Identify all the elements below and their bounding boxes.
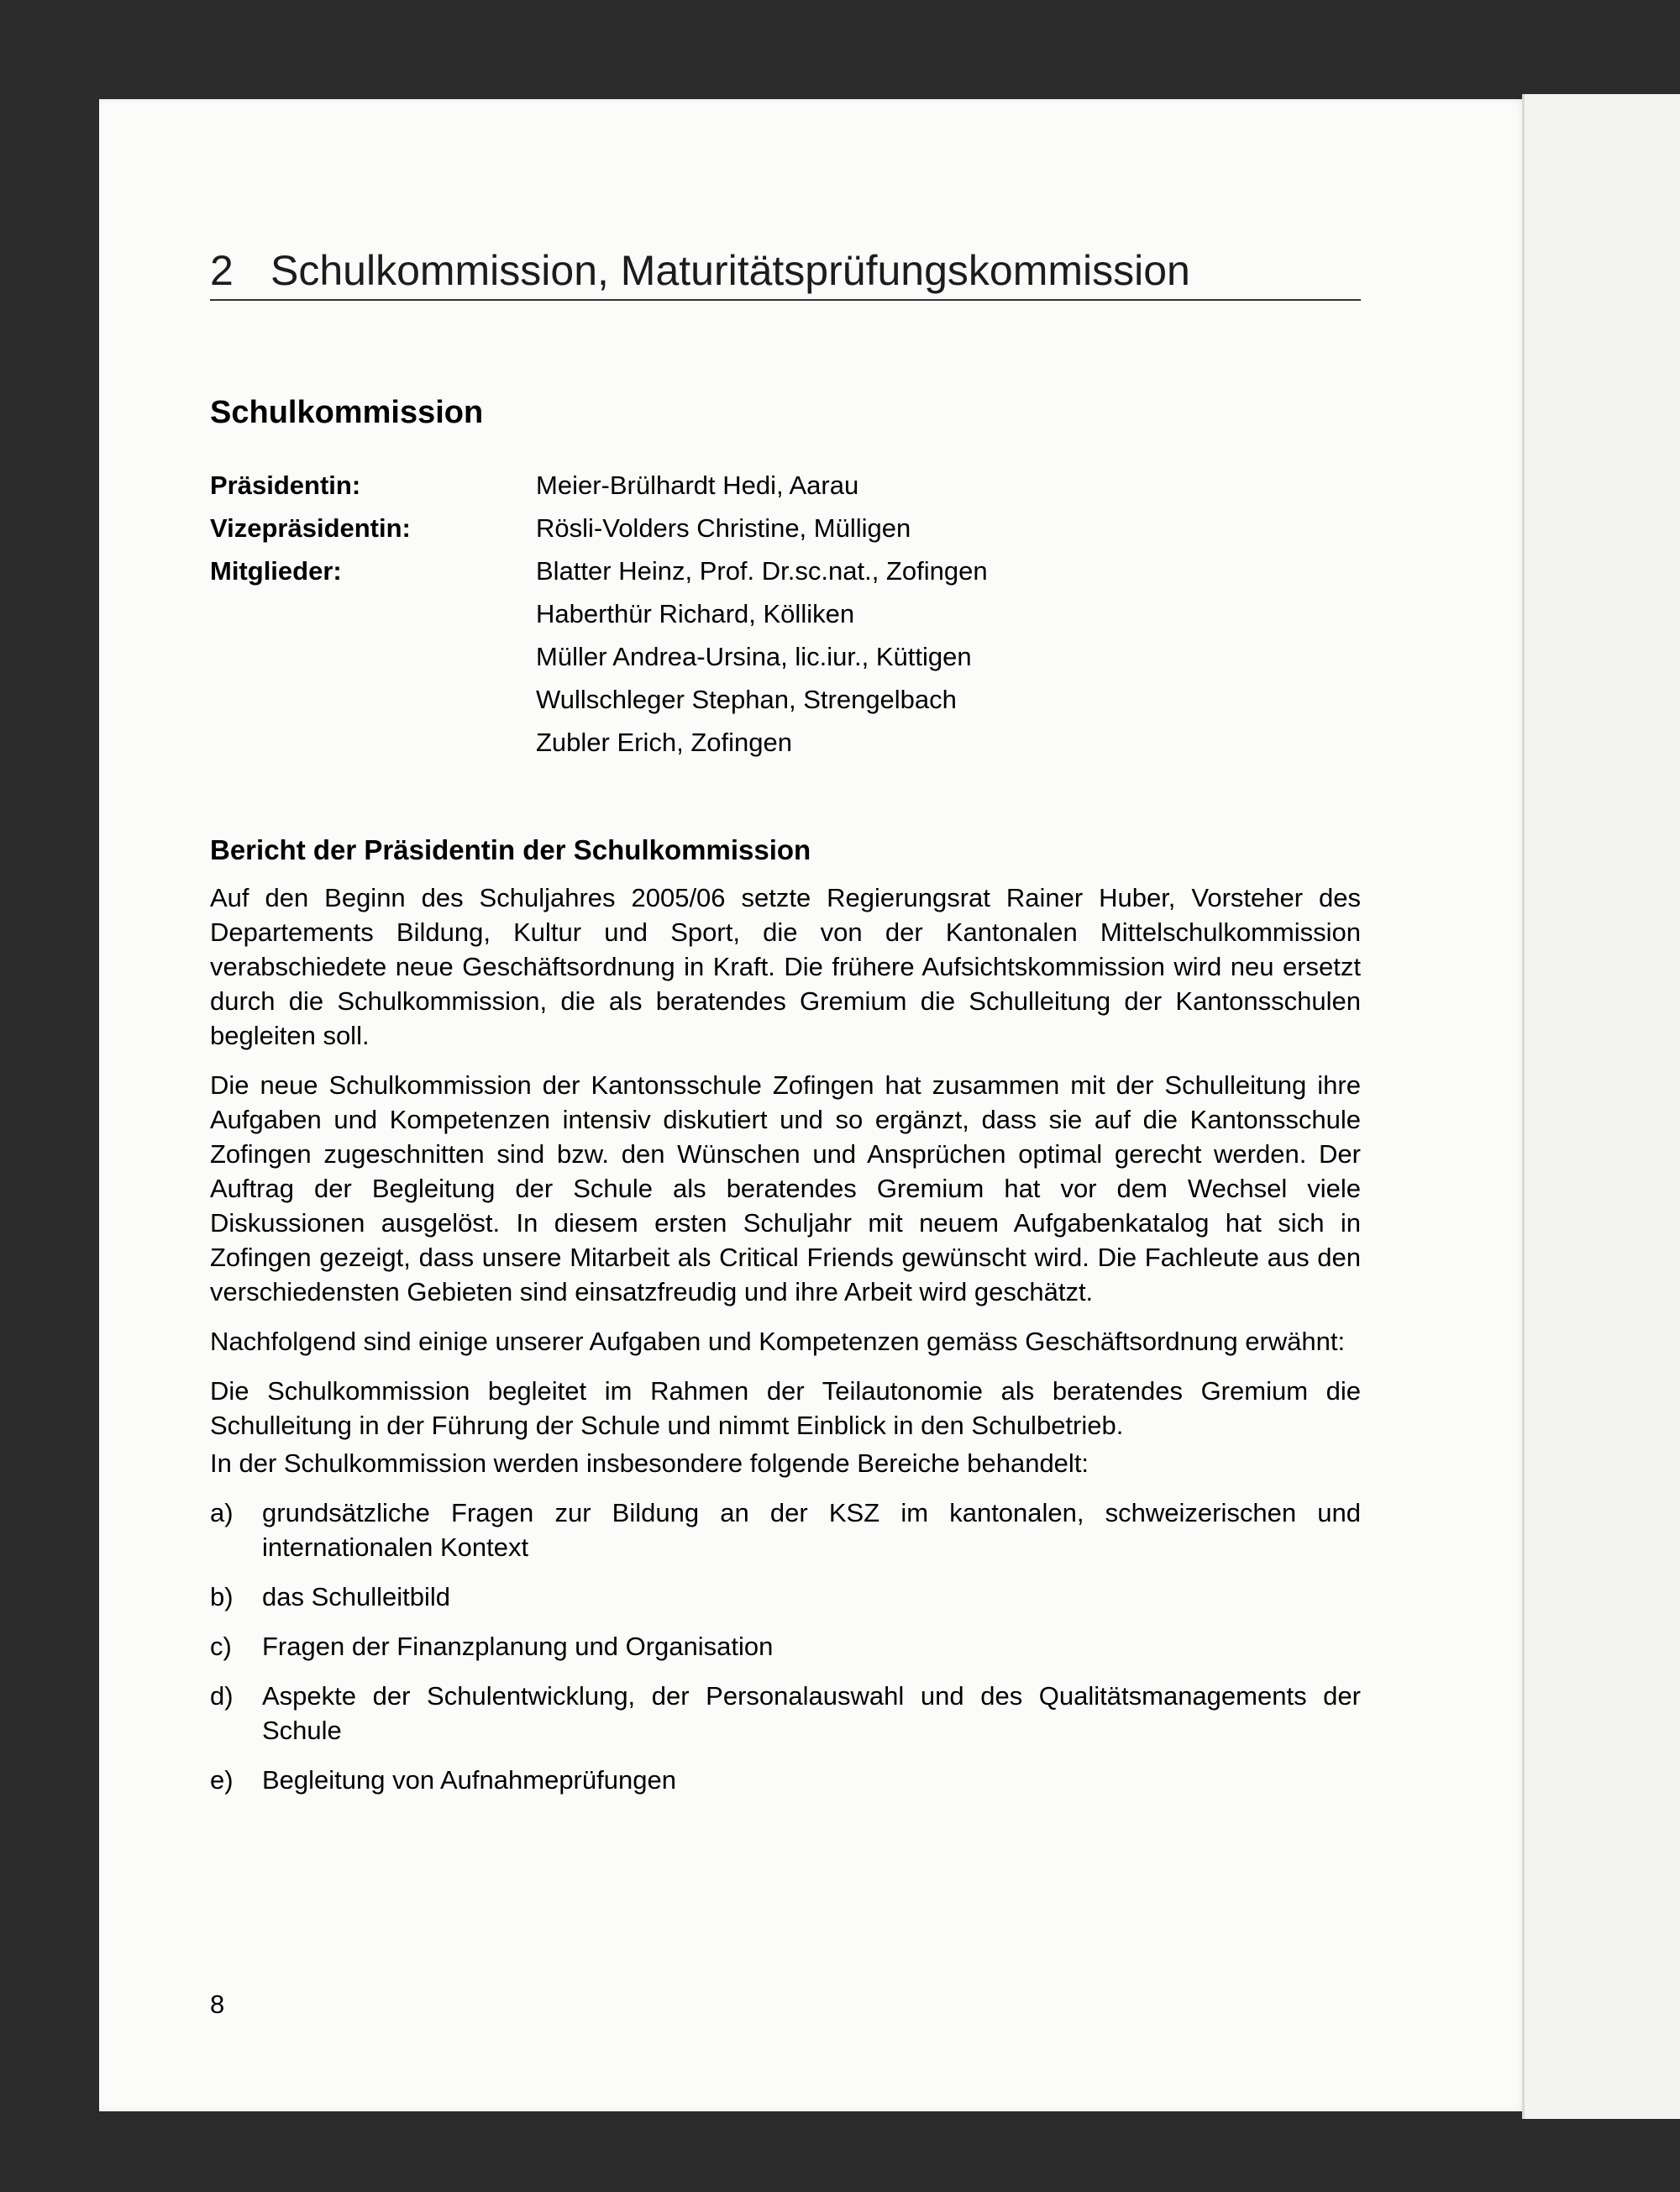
list-letter: b)	[210, 1582, 234, 1611]
list-letter: a)	[210, 1498, 234, 1527]
member-row	[210, 635, 1361, 678]
list-letter: c)	[210, 1632, 232, 1661]
member-label	[210, 721, 536, 764]
paragraph: Auf den Beginn des Schuljahres 2005/06 setzte Regierungsrat Rainer Huber, Vorsteher des Departements Bildung, Kultur und Sport, die von der Kantonalen Mittelschulkommission verabschiedete neue Geschäftsordnung in Kraft. Die frühere Aufsichtskommission wird neu ersetzt durch die Schulkommission, die als beratendes Gremium die Schulleitung der Kantonsschulen begleiten soll.	[210, 883, 1361, 1050]
member-row	[210, 592, 1361, 635]
member-label	[210, 635, 536, 678]
member-row	[210, 678, 1361, 721]
list-item	[210, 1763, 1361, 1797]
list-letter: e)	[210, 1765, 234, 1795]
member-row	[210, 721, 1361, 764]
list-text: das Schulleitbild	[262, 1582, 451, 1611]
list-text: Fragen der Finanzplanung und Organisation	[262, 1632, 774, 1661]
chapter-title: Schulkommission, Maturitätsprüfungskommission	[270, 247, 1190, 294]
report-title: Bericht der Präsidentin der Schulkommission	[210, 834, 811, 865]
chapter-number: 2	[210, 247, 234, 294]
member-name: Meier-Brülhardt Hedi, Aarau	[536, 470, 859, 500]
member-row	[210, 507, 1361, 549]
paragraph: Die neue Schulkommission der Kantonsschule Zofingen hat zusammen mit der Schulleitung ihre Aufgaben und Kompetenzen intensiv diskutiert und so ergänzt, dass sie auf die Kantonsschule Zofingen zugeschnitten sind bzw. den Wünschen und Ansprüchen optimal gerecht werden. Der Auftrag der Begleitung der Schule als beratendes Gremium hat vor dem Wechsel viele Diskussionen ausgelöst. In diesem ersten Schuljahr mit neuem Aufgabenkatalog hat sich in Zofingen gezeigt, dass unsere Mitarbeit als Critical Friends gewünscht wird. Die Fachleute aus den verschiedensten Gebieten sind einsatzfreudig und ihre Arbeit wird geschätzt.	[210, 1070, 1361, 1306]
list-text: grundsätzliche Fragen zur Bildung an der KSZ im kantonalen, schweizerischen und internationalen Kontext	[262, 1498, 1361, 1562]
member-row	[210, 549, 1361, 592]
member-label	[210, 678, 536, 721]
paragraph: Die Schulkommission begleitet im Rahmen der Teilautonomie als beratendes Gremium die Schulleitung in der Führung der Schule und nimmt Einblick in den Schulbetrieb.	[210, 1376, 1361, 1440]
member-name: Müller Andrea-Ursina, lic.iur., Küttigen	[536, 642, 972, 671]
report-body	[210, 880, 1361, 1812]
member-name: Wullschleger Stephan, Strengelbach	[536, 685, 957, 714]
list-text: Begleitung von Aufnahmeprüfungen	[262, 1765, 676, 1795]
list-item	[210, 1496, 1361, 1564]
list-item	[210, 1629, 1361, 1664]
section-title: Schulkommission	[210, 395, 484, 430]
member-name: Zubler Erich, Zofingen	[536, 728, 792, 757]
member-label: Präsidentin:	[210, 470, 361, 500]
member-label	[210, 592, 536, 635]
member-label: Mitglieder:	[210, 556, 342, 586]
chapter-heading	[210, 245, 1190, 296]
list-letter: d)	[210, 1681, 234, 1711]
member-list	[210, 464, 1361, 764]
list-text: Aspekte der Schulentwicklung, der Personalauswahl und des Qualitätsmanagements der Schule	[262, 1681, 1361, 1745]
task-list	[210, 1496, 1361, 1797]
paragraph: Nachfolgend sind einige unserer Aufgaben und Kompetenzen gemäss Geschäftsordnung erwähnt:	[210, 1327, 1346, 1356]
chapter-underline	[210, 299, 1361, 301]
list-intro: In der Schulkommission werden insbesondere folgende Bereiche behandelt:	[210, 1448, 1089, 1478]
member-name: Haberthür Richard, Kölliken	[536, 599, 855, 628]
list-item	[210, 1679, 1361, 1748]
list-item	[210, 1580, 1361, 1614]
facing-page-edge	[1522, 94, 1680, 2119]
member-label: Vizepräsidentin:	[210, 513, 411, 543]
page-number: 8	[210, 1990, 225, 2019]
member-name: Rösli-Volders Christine, Mülligen	[536, 513, 911, 543]
member-row	[210, 464, 1361, 507]
member-name: Blatter Heinz, Prof. Dr.sc.nat., Zofingen	[536, 556, 988, 586]
